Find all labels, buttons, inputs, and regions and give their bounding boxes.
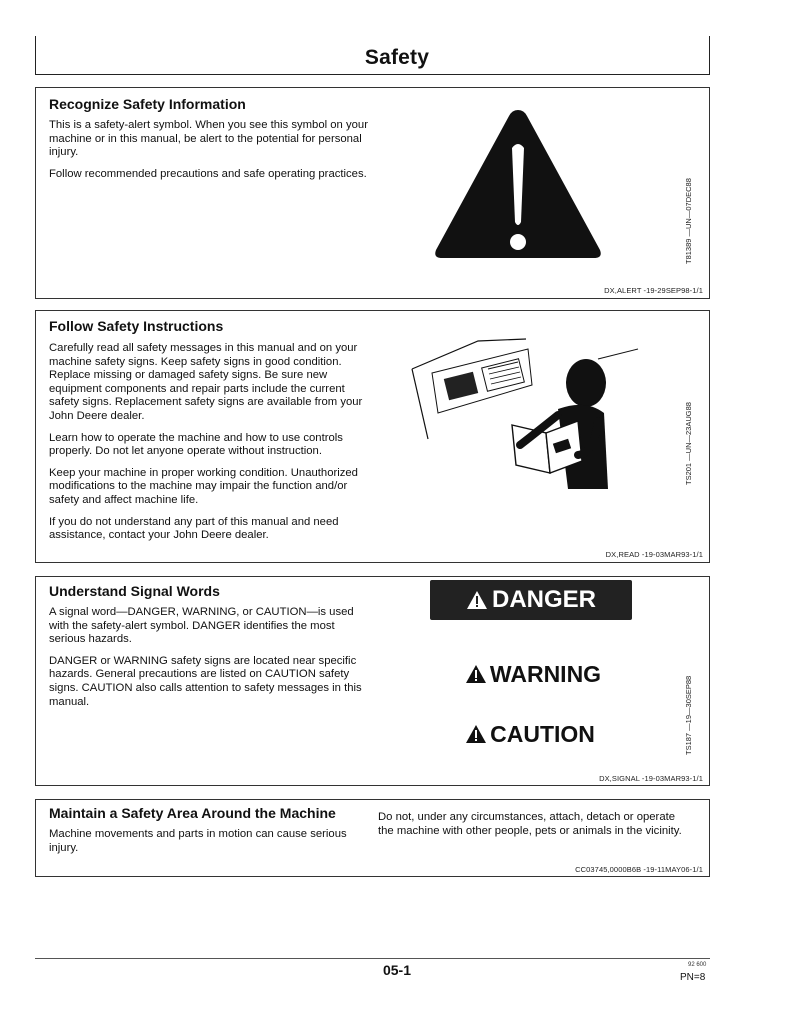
reference-code: DX,READ -19-03MAR93-1/1 — [605, 550, 703, 559]
section-body — [49, 119, 373, 189]
footer-rule — [35, 958, 710, 959]
paragraph: Do not, under any circumstances, attach, detach or operate the machine with other people, pets or animals in the vicinity. — [378, 811, 682, 837]
safety-alert-icon — [466, 590, 488, 610]
section-body — [49, 342, 373, 551]
section-safety-area — [35, 799, 710, 877]
paragraph: Keep your machine in proper working condition. Unauthorized modifications to the machine may impair the function and/or safety and affect machine life. — [49, 466, 358, 506]
warning-sign — [450, 657, 616, 691]
paragraph: A signal word—DANGER, WARNING, or CAUTION—is used with the safety-alert symbol. DANGER identifies the most serious hazards. — [49, 606, 354, 646]
safety-alert-icon — [465, 724, 487, 744]
safety-alert-icon — [465, 664, 487, 684]
reference-code: CC03745,0000B6B -19-11MAY06-1/1 — [575, 865, 703, 874]
operator-reading-manual-illustration — [408, 329, 644, 489]
paragraph: This is a safety-alert symbol. When you see this symbol on your machine or in this manual, be alert to the potential for personal injury. — [49, 119, 368, 159]
section-body — [49, 828, 349, 863]
section-follow-instructions — [35, 310, 710, 563]
page-number: 05-1 — [382, 962, 412, 978]
section-title: Recognize Safety Information — [49, 96, 246, 112]
section-title: Maintain a Safety Area Around the Machine — [49, 805, 336, 821]
section-title: Follow Safety Instructions — [49, 318, 224, 334]
section-recognize-safety — [35, 87, 710, 299]
title-rule — [35, 74, 710, 75]
danger-sign — [430, 580, 632, 620]
figure-code: TS187 —19—30SEP88 — [684, 675, 693, 755]
danger-label: DANGER — [491, 586, 596, 613]
safety-alert-icon — [432, 106, 604, 262]
caution-sign — [450, 717, 610, 751]
footer-small-code: 92 600 — [688, 962, 707, 968]
paragraph: Follow recommended precautions and safe operating practices. — [49, 167, 367, 180]
section-title: Understand Signal Words — [49, 583, 220, 599]
paragraph: Learn how to operate the machine and how to use controls properly. Do not let anyone operate without instruction. — [49, 431, 343, 458]
paragraph: If you do not understand any part of this manual and need assistance, contact your John Deere dealer. — [49, 515, 339, 542]
section-right-body — [378, 811, 688, 846]
caution-label: CAUTION — [490, 720, 595, 747]
figure-code: TS201 —UN—23AUG88 — [684, 402, 693, 485]
reference-code: DX,ALERT -19-29SEP98-1/1 — [604, 286, 703, 295]
page-title: Safety — [364, 46, 430, 69]
paragraph: Machine movements and parts in motion can cause serious injury. — [49, 828, 347, 854]
warning-label: WARNING — [489, 660, 602, 687]
section-body — [49, 606, 373, 717]
footer-pn: PN=8 — [680, 972, 706, 983]
section-signal-words — [35, 576, 710, 786]
reference-code: DX,SIGNAL -19-03MAR93-1/1 — [599, 774, 703, 783]
figure-code: T81389 —UN—07DEC88 — [684, 178, 693, 264]
paragraph: Carefully read all safety messages in this manual and on your machine safety signs. Keep safety signs in good condition. Replace missing or damaged safety signs. Be sure new equipment components and repair parts include the current safety signs. Replacement safety signs are available from your John Deere dealer. — [49, 342, 363, 422]
paragraph: DANGER or WARNING safety signs are located near specific hazards. General precautions are listed on CAUTION safety signs. CAUTION also calls attention to safety messages in this manual. — [49, 654, 362, 708]
